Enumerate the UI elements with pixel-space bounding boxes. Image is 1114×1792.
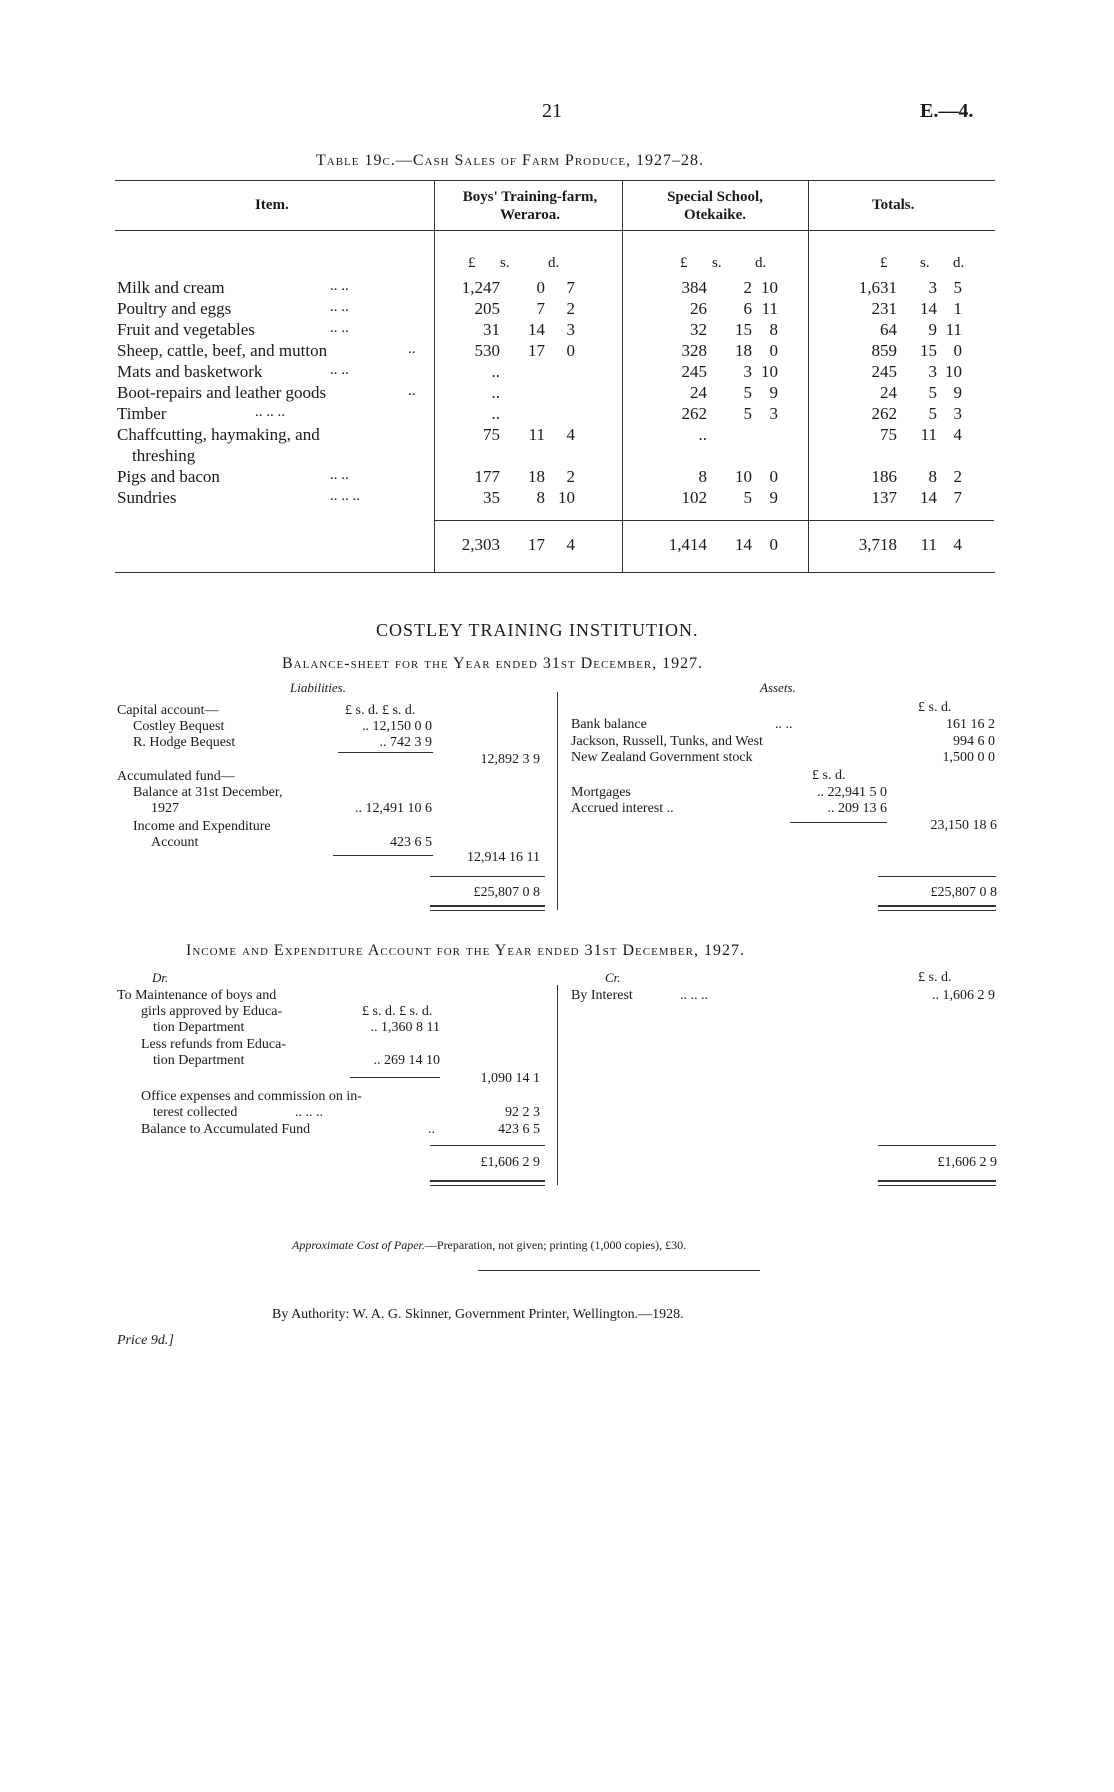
asset-line: Mortgages: [571, 785, 631, 800]
special-total: 1,414: [668, 535, 707, 554]
total-value: 7: [953, 488, 962, 507]
boys-value: 0: [536, 278, 545, 297]
maint-value: .. 1,360 8 11: [370, 1020, 440, 1035]
special-value: 0: [769, 341, 778, 360]
table-title: Table 19c.—Cash Sales of Farm Produce, 1927–28.: [316, 152, 705, 169]
: [878, 905, 996, 911]
total-value: 5: [953, 278, 962, 297]
row-leader: .. ..: [330, 362, 349, 378]
special-value: 2: [743, 278, 752, 297]
liabilities-heading: Liabilities.: [290, 680, 346, 695]
special-total: 14: [735, 535, 752, 554]
row-leader: ..: [408, 341, 416, 357]
mortgages-value: .. 22,941 5 0: [817, 785, 887, 800]
dr-line: tion Department: [153, 1053, 245, 1068]
row-item: Chaffcutting, haymaking, and: [117, 425, 320, 444]
interest-value: .. 1,606 2 9: [932, 988, 995, 1003]
liab-line: Income and Expenditure: [133, 819, 271, 834]
income-value: 423 6 5: [390, 835, 432, 850]
total-value: 15: [920, 341, 937, 360]
unit-pence: d.: [953, 255, 965, 271]
: [430, 876, 545, 877]
row-leader: .. ..: [330, 299, 349, 315]
special-value: 245: [681, 362, 707, 381]
total-value: 11: [920, 425, 937, 444]
special-value: 8: [769, 320, 778, 339]
total-value: 2: [953, 467, 962, 486]
boys-value: 10: [558, 488, 575, 507]
special-value: 262: [681, 404, 707, 423]
unit-shilling: s.: [500, 255, 510, 271]
special-value: 3: [769, 404, 778, 423]
hodge-value: .. 742 3 9: [379, 735, 432, 750]
refunds-value: .. 269 14 10: [373, 1053, 440, 1068]
special-value: 26: [690, 299, 707, 318]
boys-value: 35: [483, 488, 500, 507]
total-total: 3,718: [858, 535, 897, 554]
total-value: 14: [920, 299, 937, 318]
: [430, 905, 545, 911]
row-leader: .. ..: [330, 320, 349, 336]
cost-text: —Preparation, not given; printing (1,000 copies), £30.: [424, 1238, 687, 1252]
total-value: 24: [880, 383, 897, 402]
asset-unit-head2: £ s. d.: [812, 768, 846, 783]
liab-line: Account: [151, 835, 199, 850]
boys-value: 4: [566, 425, 575, 444]
row-item: Mats and basketwork: [117, 362, 263, 381]
ie-title: Income and Expenditure Account for the Year ended 31st December, 1927.: [186, 942, 745, 959]
assets-heading: Assets.: [760, 680, 796, 695]
row-item: Milk and cream: [117, 278, 225, 297]
: [878, 876, 996, 877]
total-total: 4: [953, 535, 962, 554]
row-item: Timber: [117, 404, 167, 423]
asset-line: New Zealand Government stock: [571, 750, 753, 765]
dr-unit-head: £ s. d. £ s. d.: [362, 1004, 433, 1019]
boys-total: 2,303: [461, 535, 500, 554]
total-value: 75: [880, 425, 897, 444]
cost-note: [292, 1238, 686, 1253]
: [338, 752, 433, 753]
liab-line: Accumulated fund—: [117, 769, 235, 784]
total-value: 5: [928, 404, 937, 423]
boys-total: 4: [566, 535, 575, 554]
special-value: 6: [743, 299, 752, 318]
boys-value: ..: [491, 404, 500, 423]
: [790, 822, 887, 823]
boys-value: 2: [566, 299, 575, 318]
special-value: 328: [681, 341, 707, 360]
unit-pound: £: [468, 255, 476, 271]
liab-unit-head: £ s. d. £ s. d.: [345, 703, 416, 718]
asset-grand: £25,807 0 8: [930, 885, 997, 900]
special-value: 102: [681, 488, 707, 507]
unit-pence: d.: [755, 255, 767, 271]
boys-value: 177: [474, 467, 500, 486]
col-header-totals: Totals.: [872, 197, 915, 213]
dr-dots2: ..: [428, 1122, 435, 1137]
total-value: 1,631: [858, 278, 897, 297]
balance-title: Balance-sheet for the Year ended 31st December, 1927.: [282, 655, 704, 672]
total-total: 11: [920, 535, 937, 554]
liab-line: 1927: [151, 801, 179, 816]
liab-line: R. Hodge Bequest: [133, 735, 236, 750]
row-leader: .. .. ..: [330, 488, 360, 504]
col-header-item: Item.: [255, 197, 289, 213]
special-total: 0: [769, 535, 778, 554]
dr-total: £1,606 2 9: [480, 1155, 540, 1170]
unit-shilling: s.: [920, 255, 930, 271]
boys-value: 205: [474, 299, 500, 318]
special-value: 3: [743, 362, 752, 381]
cr-total: £1,606 2 9: [937, 1155, 997, 1170]
boys-value: 11: [528, 425, 545, 444]
cost-label: Approximate Cost of Paper.: [292, 1238, 425, 1252]
special-value: 10: [761, 278, 778, 297]
unit-shilling: s.: [712, 255, 722, 271]
total-value: 245: [871, 362, 897, 381]
: [350, 1077, 440, 1078]
unit-pence: d.: [548, 255, 560, 271]
dr-line: To Maintenance of boys and: [117, 988, 277, 1003]
special-value: 8: [698, 467, 707, 486]
total-value: 10: [945, 362, 962, 381]
dr-label: Dr.: [152, 970, 169, 985]
total-value: 3: [928, 278, 937, 297]
special-value: 15: [735, 320, 752, 339]
cr-unit-head: £ s. d.: [918, 970, 952, 985]
cr-dots: .. .. ..: [680, 988, 708, 1003]
liab-line: Capital account—: [117, 703, 219, 718]
special-value: 24: [690, 383, 707, 402]
boys-value: 18: [528, 467, 545, 486]
asset-unit-head: £ s. d.: [918, 700, 952, 715]
asset-dots: .. ..: [775, 717, 793, 732]
total-value: 64: [880, 320, 897, 339]
special-value: 5: [743, 488, 752, 507]
dr-line: terest collected: [153, 1105, 238, 1120]
asset-line: Bank balance: [571, 717, 647, 732]
special-value: 0: [769, 467, 778, 486]
authority-line: By Authority: W. A. G. Skinner, Government Printer, Wellington.—1928.: [272, 1307, 684, 1322]
col-header-boys: Boys' Training-farm, Weraroa.: [462, 189, 598, 223]
boys-value: ..: [491, 362, 500, 381]
: [333, 855, 433, 856]
total-value: 3: [953, 404, 962, 423]
total-value: 9: [953, 383, 962, 402]
row-leader: .. ..: [330, 467, 349, 483]
costley-value: .. 12,150 0 0: [362, 719, 432, 734]
dr-line: girls approved by Educa-: [141, 1004, 283, 1019]
row-leader: .. .. ..: [255, 404, 285, 420]
dr-dots: .. .. ..: [295, 1105, 323, 1120]
dr-line: tion Department: [153, 1020, 245, 1035]
liab-line: Costley Bequest: [133, 719, 225, 734]
boys-value: 17: [528, 341, 545, 360]
page-number: 21: [542, 100, 562, 122]
accum-total: 12,914 16 11: [467, 850, 540, 865]
row-item: Pigs and bacon: [117, 467, 220, 486]
special-value: 18: [735, 341, 752, 360]
total-value: 5: [928, 383, 937, 402]
special-value: 9: [769, 383, 778, 402]
total-value: 0: [953, 341, 962, 360]
total-value: 8: [928, 467, 937, 486]
special-value: 9: [769, 488, 778, 507]
boys-value: 31: [483, 320, 500, 339]
dr-line: Balance to Accumulated Fund: [141, 1122, 311, 1137]
nz-value: 1,500 0 0: [942, 750, 995, 765]
: [878, 1145, 996, 1146]
jackson-value: 994 6 0: [953, 734, 995, 749]
cr-label: Cr.: [605, 970, 621, 985]
special-value: 11: [761, 299, 778, 318]
bank-value: 161 16 2: [946, 717, 995, 732]
special-value: 10: [735, 467, 752, 486]
row-leader: ..: [408, 383, 416, 399]
unit-pound: £: [880, 255, 888, 271]
: [430, 1145, 545, 1146]
total-value: 859: [871, 341, 897, 360]
boys-value: 2: [566, 467, 575, 486]
cr-line: By Interest: [571, 988, 633, 1003]
special-value: 5: [743, 383, 752, 402]
boys-value: 0: [566, 341, 575, 360]
boys-value: 7: [566, 278, 575, 297]
row-item: Boot-repairs and leather goods: [117, 383, 327, 402]
row-item: Sheep, cattle, beef, and mutton: [117, 341, 328, 360]
dr-line: Office expenses and commission on in-: [141, 1089, 362, 1104]
row-item: Poultry and eggs: [117, 299, 232, 318]
total-value: 137: [871, 488, 897, 507]
total-value: 11: [945, 320, 962, 339]
: [878, 1180, 996, 1186]
total-value: 1: [953, 299, 962, 318]
boys-total: 17: [528, 535, 545, 554]
special-value: ..: [698, 425, 707, 444]
: [430, 1180, 545, 1186]
row-leader: .. ..: [330, 278, 349, 294]
total-value: 9: [928, 320, 937, 339]
total-value: 262: [871, 404, 897, 423]
total-value: 3: [928, 362, 937, 381]
total-value: 186: [871, 467, 897, 486]
boys-value: 14: [528, 320, 545, 339]
investments-total: 23,150 18 6: [930, 818, 997, 833]
liab-grand: £25,807 0 8: [473, 885, 540, 900]
special-value: 5: [743, 404, 752, 423]
accrued-value: .. 209 13 6: [827, 801, 887, 816]
dr-line: Less refunds from Educa-: [141, 1037, 287, 1052]
price: Price 9d.]: [117, 1333, 174, 1348]
row-item: threshing: [132, 446, 196, 465]
costley-title: COSTLEY TRAINING INSTITUTION.: [376, 620, 699, 640]
boys-value: 75: [483, 425, 500, 444]
boys-value: 7: [536, 299, 545, 318]
row-item: Sundries: [117, 488, 177, 507]
total-value: 231: [871, 299, 897, 318]
balance-fund-value: 423 6 5: [498, 1122, 540, 1137]
col-header-special: Special School, Otekaike.: [667, 189, 763, 223]
row-item: Fruit and vegetables: [117, 320, 255, 339]
unit-pound: £: [680, 255, 688, 271]
boys-value: 8: [536, 488, 545, 507]
total-value: 14: [920, 488, 937, 507]
boys-value: ..: [491, 383, 500, 402]
asset-line: Jackson, Russell, Tunks, and West: [571, 734, 763, 749]
special-value: 10: [761, 362, 778, 381]
net-value: 1,090 14 1: [480, 1071, 540, 1086]
total-value: 4: [953, 425, 962, 444]
balance-value: .. 12,491 10 6: [355, 801, 432, 816]
boys-value: 3: [566, 320, 575, 339]
boys-value: 530: [474, 341, 500, 360]
asset-line: Accrued interest ..: [571, 801, 674, 816]
office-value: 92 2 3: [505, 1105, 540, 1120]
liab-line: Balance at 31st December,: [133, 785, 283, 800]
capital-total: 12,892 3 9: [480, 752, 540, 767]
page-ref: E.—4.: [920, 100, 974, 122]
special-value: 32: [690, 320, 707, 339]
special-value: 384: [681, 278, 707, 297]
boys-value: 1,247: [461, 278, 500, 297]
